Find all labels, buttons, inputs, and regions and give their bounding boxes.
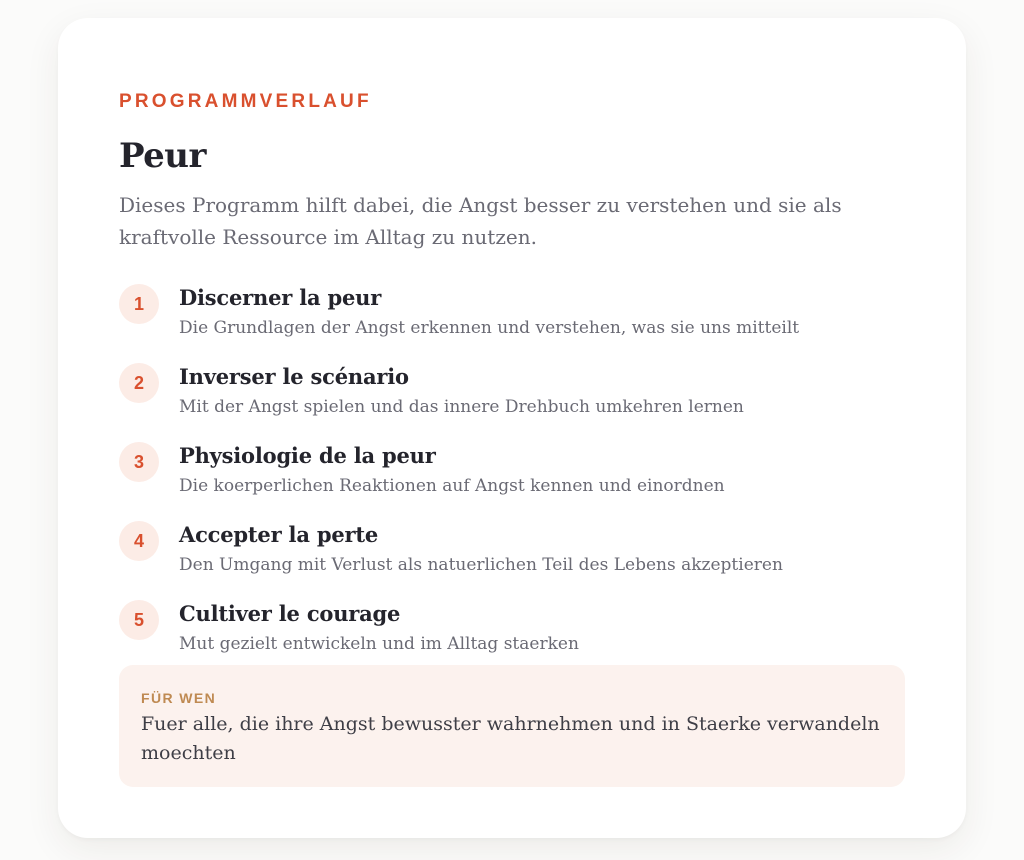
step-list	[119, 280, 905, 675]
step-title: Physiologie de la peur	[179, 443, 436, 468]
step-title: Accepter la perte	[179, 522, 379, 547]
audience-label: FÜR WEN	[141, 690, 217, 706]
step-title: Discerner la peur	[179, 285, 382, 310]
step-title: Cultiver le courage	[179, 601, 401, 626]
step-item	[119, 438, 905, 517]
step-description: Mit der Angst spielen und das innere Drehbuch umkehren lernen	[179, 397, 744, 417]
step-description: Den Umgang mit Verlust als natuerlichen Teil des Lebens akzeptieren	[179, 555, 783, 575]
step-item	[119, 596, 905, 675]
step-item	[119, 517, 905, 596]
program-title: Peur	[119, 136, 206, 176]
step-description: Die Grundlagen der Angst erkennen und verstehen, was sie uns mitteilt	[179, 318, 800, 338]
step-number-badge: 5	[119, 600, 159, 640]
step-description: Mut gezielt entwickeln und im Alltag staerken	[179, 634, 579, 654]
step-description: Die koerperlichen Reaktionen auf Angst kennen und einordnen	[179, 476, 725, 496]
program-card	[58, 18, 966, 838]
audience-text: Fuer alle, die ihre Angst bewusster wahrnehmen und in Staerke verwandeln moechten	[141, 713, 880, 764]
step-number-badge: 2	[119, 363, 159, 403]
section-eyebrow: PROGRAMMVERLAUF	[119, 91, 372, 112]
step-number-badge: 4	[119, 521, 159, 561]
step-title: Inverser le scénario	[179, 364, 409, 389]
step-number-badge: 1	[119, 284, 159, 324]
step-item	[119, 280, 905, 359]
step-item	[119, 359, 905, 438]
program-intro: Dieses Programm hilft dabei, die Angst besser zu verstehen und sie als kraftvolle Ressource im Alltag zu nutzen.	[119, 193, 842, 249]
audience-box	[119, 665, 905, 787]
step-number-badge: 3	[119, 442, 159, 482]
